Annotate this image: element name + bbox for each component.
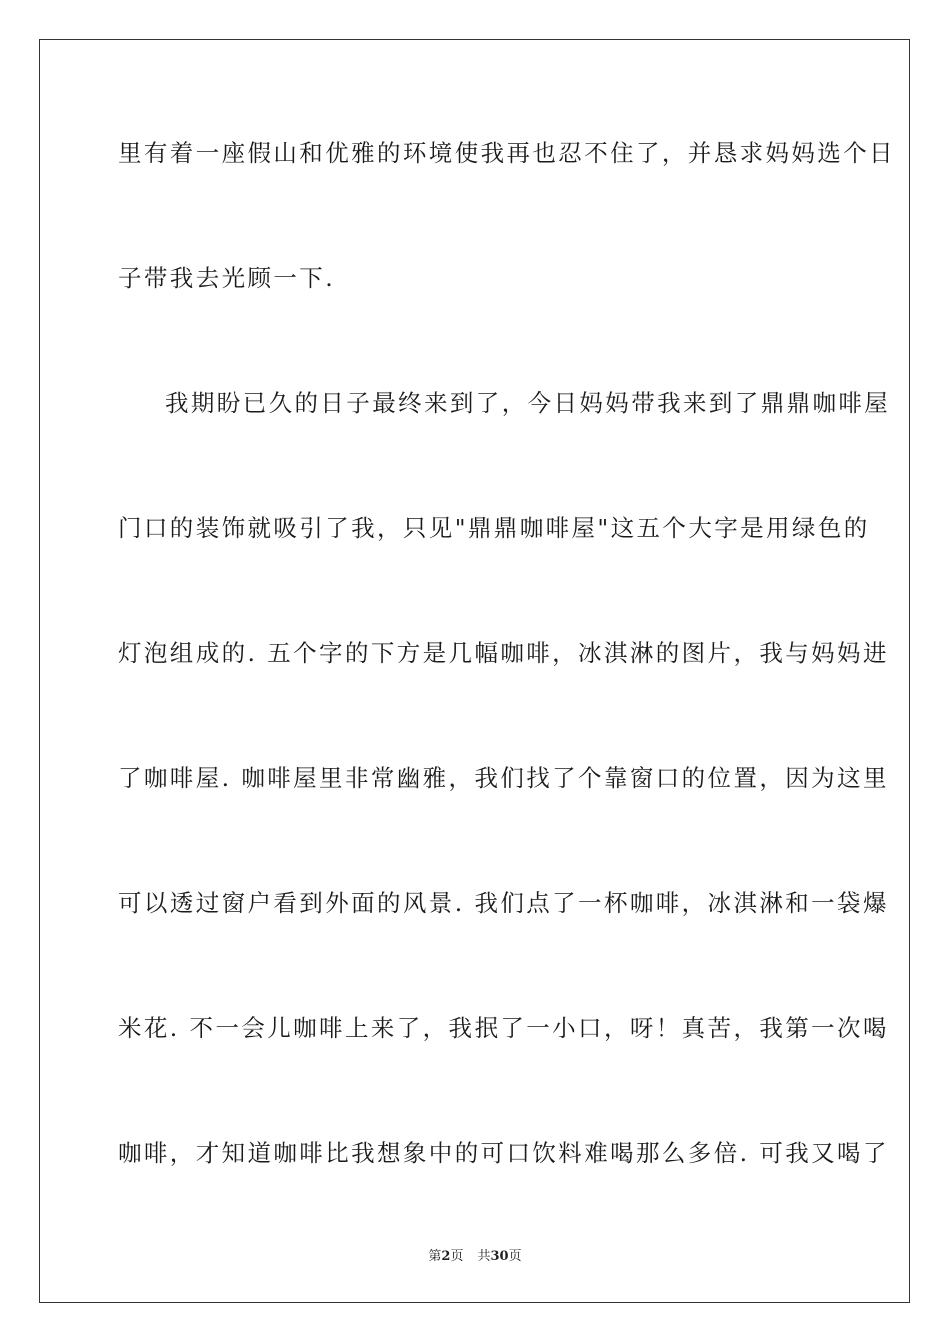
text-line-8: 米花. 不一会儿咖啡上来了，我抿了一小口，呀！真苦，我第一次喝 bbox=[118, 1014, 889, 1042]
page-footer bbox=[0, 1248, 950, 1266]
total-pages: 30 bbox=[490, 1249, 509, 1264]
text-line-1: 里有着一座假山和优雅的环境使我再也忍不住了，并恳求妈妈选个日 bbox=[118, 139, 895, 167]
page-number: 2 bbox=[441, 1249, 451, 1264]
page-border bbox=[39, 39, 910, 1303]
text-line-4: 门口的装饰就吸引了我，只见"鼎鼎咖啡屋"这五个大字是用绿色的 bbox=[118, 514, 870, 542]
total-prefix: 共 bbox=[477, 1249, 491, 1264]
text-line-7: 可以透过窗户看到外面的风景. 我们点了一杯咖啡，冰淇淋和一袋爆 bbox=[118, 889, 889, 917]
text-line-5: 灯泡组成的. 五个字的下方是几幅咖啡，冰淇淋的图片，我与妈妈进 bbox=[118, 639, 889, 667]
text-line-9: 咖啡，才知道咖啡比我想象中的可口饮料难喝那么多倍. 可我又喝了 bbox=[118, 1139, 889, 1167]
text-line-6: 了咖啡屋. 咖啡屋里非常幽雅，我们找了个靠窗口的位置，因为这里 bbox=[118, 764, 889, 792]
text-line-2: 子带我去光顾一下. bbox=[118, 264, 336, 292]
text-line-3: 我期盼已久的日子最终来到了，今日妈妈带我来到了鼎鼎咖啡屋 bbox=[165, 389, 891, 417]
total-suffix: 页 bbox=[508, 1249, 522, 1264]
page-suffix: 页 bbox=[450, 1249, 464, 1264]
page-prefix: 第 bbox=[428, 1249, 442, 1264]
